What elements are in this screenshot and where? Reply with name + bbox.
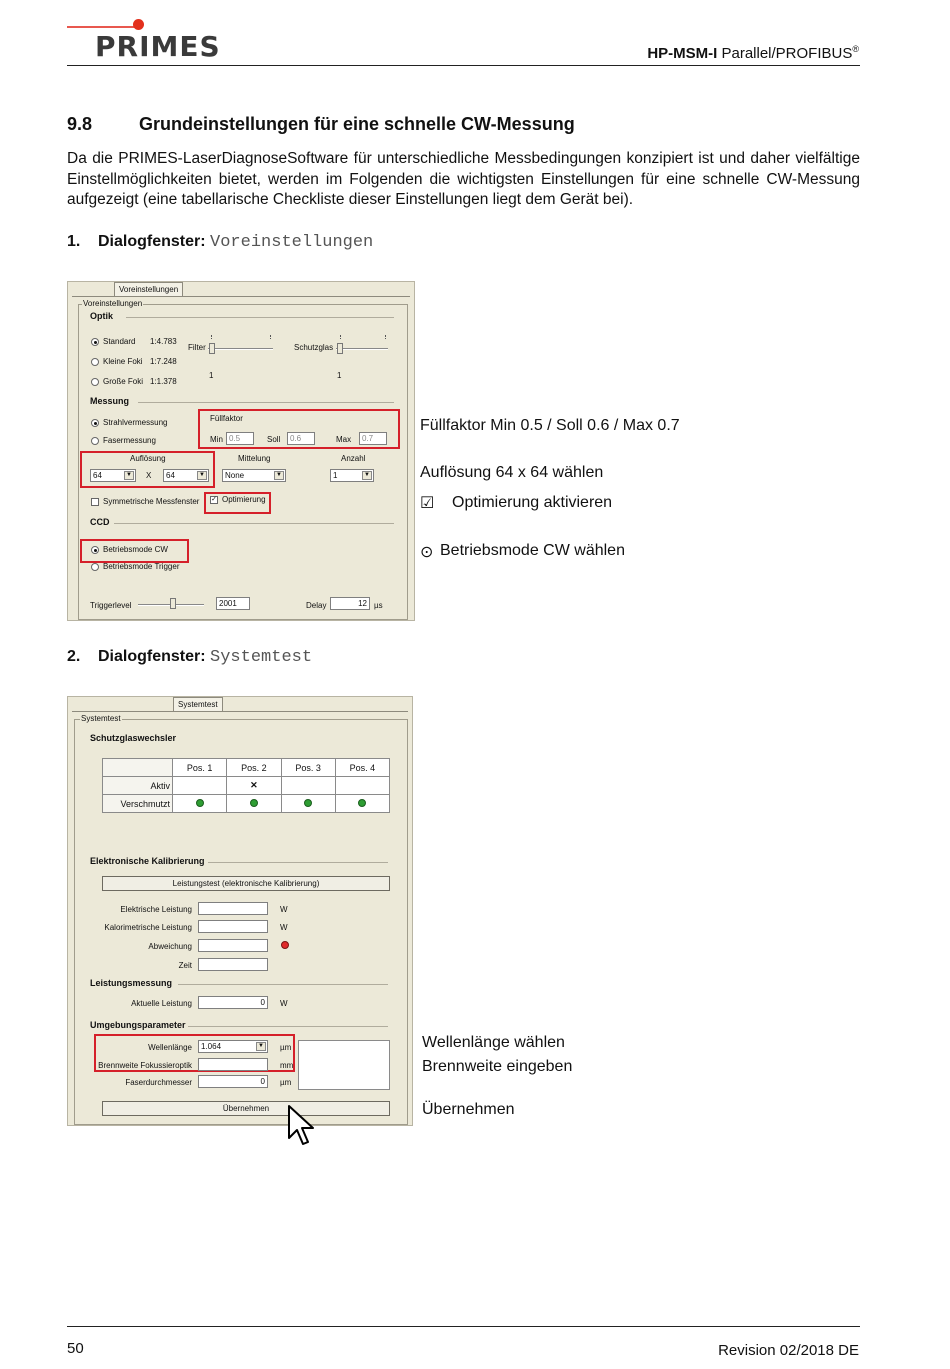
symm-label: Symmetrische Messfenster xyxy=(103,497,200,506)
tab-line xyxy=(72,711,408,712)
page-number: 50 xyxy=(67,1340,84,1357)
anzahl-select[interactable] xyxy=(330,469,374,482)
fuellfaktor-label: Füllfaktor xyxy=(210,414,243,423)
aufloesung-x-select[interactable] xyxy=(90,469,136,482)
leistungsmessung-sep xyxy=(178,984,388,985)
umgebung-list[interactable] xyxy=(298,1040,390,1090)
aufloesung-y-select[interactable] xyxy=(163,469,209,482)
step1-dialog-name: Voreinstellungen xyxy=(210,233,374,252)
step1-label: Dialogfenster: xyxy=(98,233,206,250)
faser-input[interactable]: 0 xyxy=(198,1075,268,1088)
elek-leistung-label: Elektrische Leistung xyxy=(120,905,192,914)
header-rule xyxy=(67,65,860,66)
note-fuellfaktor: Füllfaktor Min 0.5 / Soll 0.6 / Max 0.7 xyxy=(420,417,680,434)
green-led-icon xyxy=(250,799,258,807)
chevron-down-icon: ▼ xyxy=(274,471,284,480)
group-label: Systemtest xyxy=(81,714,121,723)
brennweite-label: Brennweite Fokussieroptik xyxy=(98,1061,192,1070)
radio-kleine-foki[interactable] xyxy=(91,358,99,366)
filter-slider-thumb[interactable] xyxy=(209,343,215,354)
table-corner xyxy=(103,759,173,777)
status-cell xyxy=(173,795,227,813)
zeit-input[interactable] xyxy=(198,958,268,971)
note-optimierung: Optimierung aktivieren xyxy=(452,494,613,511)
chevron-down-icon: ▼ xyxy=(197,471,207,480)
tab-line xyxy=(72,296,410,297)
note-brennweite: Brennweite eingeben xyxy=(422,1058,573,1075)
label-fasermessung: Fasermessung xyxy=(103,436,156,445)
aktuelle-leistung-label: Aktuelle Leistung xyxy=(131,999,192,1008)
zeit-label: Zeit xyxy=(178,961,192,970)
elek-leistung-input[interactable] xyxy=(198,902,268,915)
filter-value: 1 xyxy=(209,371,214,380)
pos-header: Pos. 1 xyxy=(173,759,227,777)
optik-heading: Optik xyxy=(90,311,114,321)
schutzglas-slider-thumb[interactable] xyxy=(337,343,343,354)
status-cell xyxy=(281,795,335,813)
radio-standard[interactable] xyxy=(91,338,99,346)
pos-header: Pos. 4 xyxy=(335,759,389,777)
chevron-down-icon: ▼ xyxy=(124,471,134,480)
label-betriebsmode-cw: Betriebsmode CW xyxy=(103,545,168,554)
red-led-icon xyxy=(281,941,289,949)
schutzglas-track xyxy=(336,348,388,350)
section-number: 9.8 xyxy=(67,114,93,134)
logo-dot xyxy=(133,19,144,30)
messung-sep xyxy=(138,402,394,403)
trigger-slider-thumb[interactable] xyxy=(170,598,176,609)
aufloesung-label: Auflösung xyxy=(130,454,166,463)
aktiv-cell[interactable] xyxy=(227,777,281,795)
delay-input[interactable]: 12 xyxy=(330,597,370,610)
anzahl-label: Anzahl xyxy=(341,454,366,463)
note-wellenlaenge: Wellenlänge wählen xyxy=(422,1034,565,1051)
filter-label: Filter xyxy=(188,343,206,352)
unit-um: µm xyxy=(280,1078,292,1087)
unit-w: W xyxy=(280,923,288,932)
close-icon: ✕ xyxy=(250,780,258,790)
section-title: Grundeinstellungen für eine schnelle CW-Messung xyxy=(139,114,575,134)
logo-accent-line xyxy=(67,26,141,28)
chevron-down-icon: ▼ xyxy=(256,1042,266,1051)
aktiv-cell[interactable] xyxy=(173,777,227,795)
label-strahlvermessung: Strahlvermessung xyxy=(103,418,168,427)
optik-sep xyxy=(126,317,394,318)
step2-label: Dialogfenster: xyxy=(98,648,206,665)
aktiv-cell[interactable] xyxy=(335,777,389,795)
status-cell xyxy=(227,795,281,813)
max-input[interactable]: 0.7 xyxy=(359,432,387,445)
dialog-voreinstellungen xyxy=(67,281,415,621)
filter-track xyxy=(208,348,273,350)
radio-strahlvermessung[interactable] xyxy=(91,419,99,427)
schutz-heading: Schutzglaswechsler xyxy=(90,733,177,743)
triggerlevel-label: Triggerlevel xyxy=(90,601,132,610)
registered-mark: ® xyxy=(852,44,859,54)
soll-input[interactable]: 0.6 xyxy=(287,432,315,445)
brennweite-input[interactable] xyxy=(198,1058,268,1071)
aktuelle-leistung-input[interactable]: 0 xyxy=(198,996,268,1009)
trigger-input[interactable]: 2001 xyxy=(216,597,250,610)
ratio-standard: 1:4.783 xyxy=(150,337,177,346)
step1-heading xyxy=(67,233,373,252)
messung-heading: Messung xyxy=(90,396,130,406)
wellenlaenge-label: Wellenlänge xyxy=(148,1043,192,1052)
elek-kal-sep xyxy=(208,862,388,863)
min-label: Min xyxy=(210,435,223,444)
label-grosse-foki: Große Foki xyxy=(103,377,144,386)
schutzglas-ticks xyxy=(340,335,386,339)
filter-ticks xyxy=(211,335,271,339)
mittelung-label: Mittelung xyxy=(238,454,271,463)
kalori-leistung-label: Kalorimetrische Leistung xyxy=(104,923,192,932)
aufl-y-value: 64 xyxy=(166,471,175,480)
mittelung-select[interactable] xyxy=(222,469,286,482)
radio-grosse-foki[interactable] xyxy=(91,378,99,386)
min-input[interactable]: 0.5 xyxy=(226,432,254,445)
row-label-verschmutzt: Verschmutzt xyxy=(103,795,173,813)
abweichung-label: Abweichung xyxy=(148,942,192,951)
leistungsmessung-heading: Leistungsmessung xyxy=(90,978,173,988)
pos-header: Pos. 3 xyxy=(281,759,335,777)
label-kleine-foki: Kleine Foki xyxy=(103,357,143,366)
footer-rule xyxy=(67,1326,860,1327)
mittelung-value: None xyxy=(225,471,245,480)
unit-w: W xyxy=(280,905,288,914)
product-rest: Parallel/PROFIBUS xyxy=(721,45,853,62)
radio-fasermessung[interactable] xyxy=(91,437,99,445)
optimierung-checkbox[interactable]: ✓ xyxy=(211,496,217,503)
soll-label: Soll xyxy=(267,435,281,444)
delay-unit: µs xyxy=(374,601,383,610)
ccd-sep xyxy=(114,523,394,524)
tab-voreinstellungen[interactable]: Voreinstellungen xyxy=(114,282,183,296)
status-cell xyxy=(335,795,389,813)
anzahl-value: 1 xyxy=(333,471,338,480)
green-led-icon xyxy=(196,799,204,807)
unit-mm: mm xyxy=(280,1061,294,1070)
max-label: Max xyxy=(336,435,352,444)
note-aufloesung: Auflösung 64 x 64 wählen xyxy=(420,464,604,481)
table-row xyxy=(103,777,390,795)
uebernehmen-button[interactable]: Übernehmen xyxy=(102,1101,390,1116)
label-standard: Standard xyxy=(103,337,136,346)
checkbox-icon: ☑ xyxy=(420,495,435,512)
section-heading xyxy=(67,114,575,135)
pos-header: Pos. 2 xyxy=(227,759,281,777)
green-led-icon xyxy=(304,799,312,807)
radio-icon: ⊙ xyxy=(420,544,434,561)
chevron-down-icon: ▼ xyxy=(362,471,372,480)
cursor-arrow-icon xyxy=(287,1104,317,1148)
table-row xyxy=(103,795,390,813)
group-label: Voreinstellungen xyxy=(83,299,143,308)
ratio-grosse-foki: 1:1.378 xyxy=(150,377,177,386)
aufl-x-value: 64 xyxy=(93,471,102,480)
ccd-heading: CCD xyxy=(90,517,110,527)
dialog-systemtest xyxy=(67,696,413,1126)
wellenlaenge-value: 1.064 xyxy=(201,1042,222,1051)
faser-label: Faserdurchmesser xyxy=(125,1078,192,1087)
elek-kal-heading: Elektronische Kalibrierung xyxy=(90,856,205,866)
step2-heading xyxy=(67,648,312,667)
umgebung-sep xyxy=(188,1026,388,1027)
revision: Revision 02/2018 DE xyxy=(718,1342,859,1359)
step2-number: 2. xyxy=(67,648,81,665)
leistungstest-button[interactable]: Leistungstest (elektronische Kalibrierung) xyxy=(102,876,390,891)
radio-betriebsmode-trigger[interactable] xyxy=(91,563,99,571)
umgebung-heading: Umgebungsparameter xyxy=(90,1020,186,1030)
kalori-leistung-input[interactable] xyxy=(198,920,268,933)
table-row xyxy=(103,759,390,777)
ratio-kleine-foki: 1:7.248 xyxy=(150,357,177,366)
aufloesung-x-sep: X xyxy=(146,471,152,480)
unit-w: W xyxy=(280,999,288,1008)
radio-betriebsmode-cw[interactable] xyxy=(91,546,99,554)
schutzglas-table xyxy=(102,758,390,813)
symm-checkbox[interactable] xyxy=(91,498,99,506)
unit-um: µm xyxy=(280,1043,292,1052)
note-uebernehmen: Übernehmen xyxy=(422,1101,515,1118)
tab-systemtest[interactable]: Systemtest xyxy=(173,697,223,711)
product-bold: HP-MSM-I xyxy=(647,45,718,62)
row-label-aktiv: Aktiv xyxy=(103,777,173,795)
label-betriebsmode-trigger: Betriebsmode Trigger xyxy=(103,562,180,571)
step1-number: 1. xyxy=(67,233,81,250)
step2-dialog-name: Systemtest xyxy=(210,648,313,667)
header-product-title xyxy=(647,44,859,62)
optimierung-label: Optimierung xyxy=(222,495,266,504)
schutzglas-label: Schutzglas xyxy=(294,343,334,352)
green-led-icon xyxy=(358,799,366,807)
wellenlaenge-select[interactable] xyxy=(198,1040,268,1053)
note-betriebsmode: Betriebsmode CW wählen xyxy=(440,542,625,559)
aktiv-cell[interactable] xyxy=(281,777,335,795)
abweichung-input[interactable] xyxy=(198,939,268,952)
schutzglas-value: 1 xyxy=(337,371,342,380)
section-paragraph: Da die PRIMES-LaserDiagnoseSoftware für unterschiedliche Messbedingungen konzipiert ist und daher vielfältige Einstellmöglichkeiten bietet, werden im Folgenden die wichtigsten Einstellungen für eine schnelle CW-Messung aufgezeigt (eine tabellarische Checkliste dieser Einstellungen liegt dem Gerät bei). xyxy=(67,150,860,208)
logo: PRIMES xyxy=(95,30,221,63)
delay-label: Delay xyxy=(306,601,327,610)
